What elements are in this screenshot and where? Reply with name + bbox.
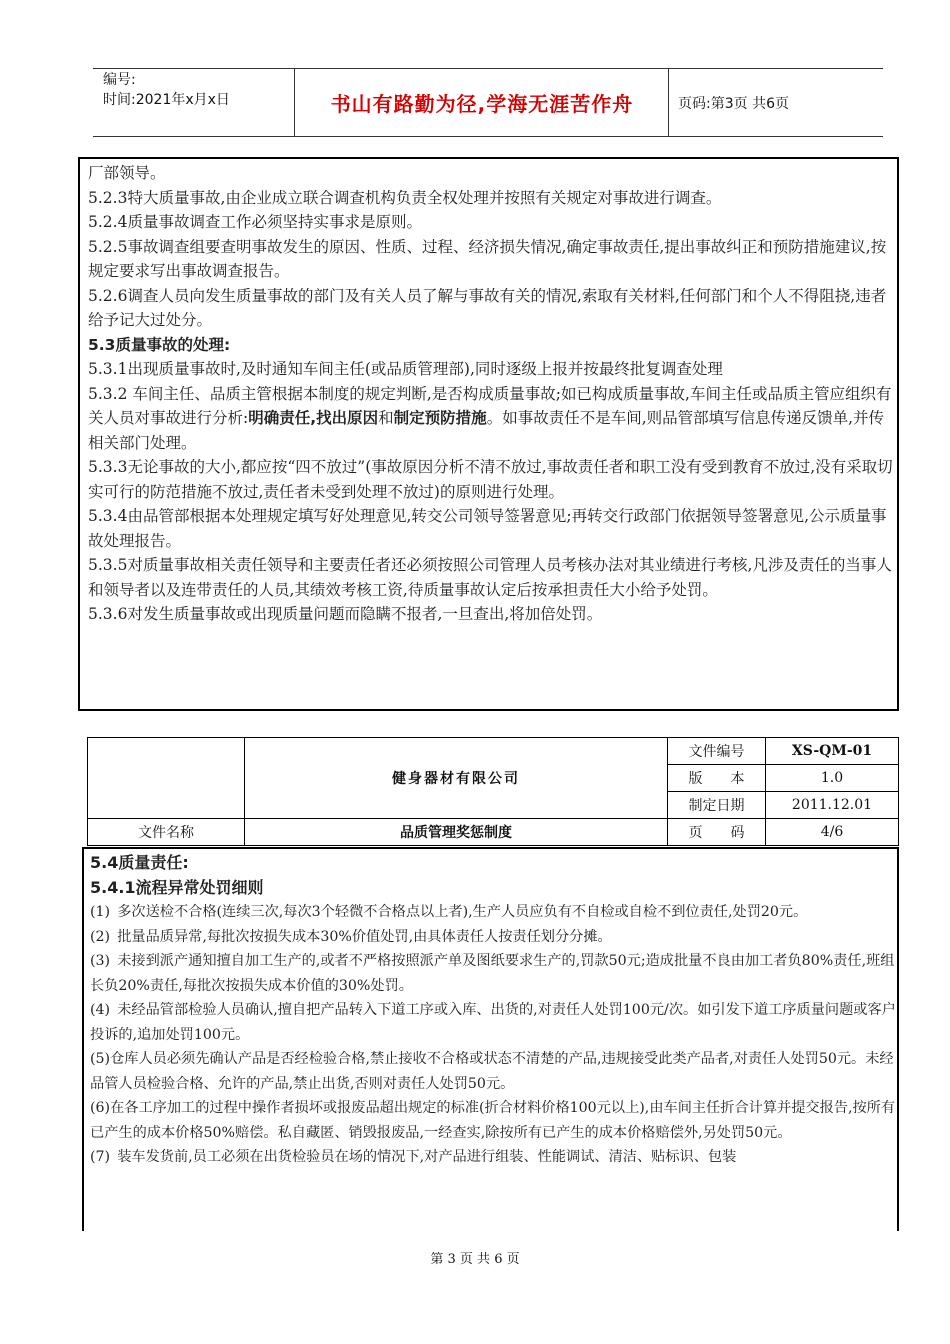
header-divider (668, 68, 669, 136)
file-name-label: 文件名称 (88, 819, 245, 846)
time-label: 时间:2021年x月x日 (103, 92, 230, 108)
list-item: (4) 未经品管部检验人员确认,擅自把产品转入下道工序或入库、出货的,对责任人处罚100元/次。如引发下道工序质量问题或客户投诉的,追加处罚100元。 (90, 1002, 896, 1043)
section-5-2-content (80, 159, 897, 627)
text: 5.3.2 车间主任、品质主管根据本制度的规定判断,是否构成质量事故;如已构成质量事故,车间主任或品质主管应组织有关人员对事故进行分析: (88, 384, 892, 427)
document-control-table (87, 737, 899, 846)
text: 。如事故责任不是车间,则品管部填写信息传递反馈单,并传相关部门处理。 (88, 409, 885, 452)
blank-cell (88, 738, 245, 819)
list-item: (7) 装车发货前,员工必须在出货检验员在场的情况下,对产品进行组装、性能调试、清洁、贴标识、包装 (90, 1149, 737, 1165)
section-heading: 5.3质量事故的处理: (88, 335, 231, 354)
header-divider (294, 68, 295, 136)
date-label: 制定日期 (668, 792, 766, 819)
company-name: 健身器材有限公司 (245, 738, 668, 819)
header-top-rule (93, 68, 883, 69)
page-footer: 第 3 页 共 6 页 (430, 1252, 520, 1267)
doc-no-value: XS-QM-01 (766, 738, 899, 765)
file-name-value: 品质管理奖惩制度 (245, 819, 668, 846)
header-meta (103, 70, 230, 110)
version-label: 版 本 (668, 765, 766, 792)
doc-no-label: 文件编号 (668, 738, 766, 765)
section-5-4-content (84, 849, 897, 1170)
paragraph: 5.3.1出现质量事故时,及时通知车间主任(或品质管理部),同时逐级上报并按最终批复调查处理 (88, 360, 723, 378)
section-heading: 5.4质量责任: (90, 853, 189, 872)
emphasis: 明确责任 (248, 409, 311, 427)
page-value: 4/6 (766, 819, 899, 846)
emphasis: 找出原因 (316, 409, 379, 427)
header-page-label: 页码:第3页 共6页 (678, 96, 789, 112)
emphasis: 制定预防措施 (393, 409, 487, 427)
page-label: 页 码 (668, 819, 766, 846)
number-label: 编号: (103, 72, 136, 88)
list-item: (1) 多次送检不合格(连续三次,每次3个轻微不合格点以上者),生产人员应负有不自检或自检不到位责任,处罚20元。 (90, 904, 808, 920)
paragraph: 5.2.4质量事故调查工作必须坚持实事求是原则。 (88, 213, 422, 231)
section-5-4-box (82, 847, 899, 1231)
subsection-heading: 5.4.1流程异常处罚细则 (90, 877, 264, 897)
paragraph: 5.2.6调查人员向发生质量事故的部门及有关人员了解与事故有关的情况,索取有关材料,任何部门和个人不得阻挠,违者给予记大过处分。 (88, 286, 887, 329)
list-item: (5)仓库人员必须先确认产品是否经检验合格,禁止接收不合格或状态不清楚的产品,违规接受此类产品者,对责任人处罚50元。未经品管人员检验合格、允许的产品,禁止出货,否则对责任人处罚50元。 (90, 1051, 894, 1092)
date-value: 2011.12.01 (766, 792, 899, 819)
header-bottom-rule (93, 136, 883, 137)
paragraph: 5.3.5对质量事故相关责任领导和主要责任者还必须按照公司管理人员考核办法对其业绩进行考核,凡涉及责任的当事人和领导者以及连带责任的人员,其绩效考核工资,待质量事故认定后按承担责任大小给予处罚。 (88, 556, 892, 599)
text: 和 (378, 409, 394, 427)
list-item: (3) 未接到派产通知擅自加工生产的,或者不严格按照派产单及图纸要求生产的,罚款50元;造成批量不良由加工者负80%责任,班组长负20%责任,每批次按损失成本价值的30%处罚。 (90, 953, 895, 994)
version-value: 1.0 (766, 765, 899, 792)
paragraph: 厂部领导。 (88, 164, 166, 182)
emphasis-separator: , (310, 409, 317, 427)
paragraph: 5.3.3无论事故的大小,都应按“四不放过”(事故原因分析不清不放过,事故责任者和职工没有受到教育不放过,没有采取切实可行的防范措施不放过,责任者未受到处理不放过)的原则进行处理。 (88, 458, 893, 501)
paragraph (88, 382, 897, 456)
paragraph: 5.2.5事故调查组要查明事故发生的原因、性质、过程、经济损失情况,确定事故责任,提出事故纠正和预防措施建议,按规定要求写出事故调查报告。 (88, 237, 887, 280)
paragraph: 5.2.3特大质量事故,由企业成立联合调查机构负责全权处理并按照有关规定对事故进行调查。 (88, 188, 722, 207)
list-item: (6)在各工序加工的过程中操作者损坏或报废品超出规定的标准(折合材料价格100元以上),由车间主任折合计算并提交报告,按所有已产生的成本价格50%赔偿。私自藏匿、销毁报废品,一经查实,除按所有已产生的成本价格赔偿外,另处罚50元。 (90, 1100, 896, 1141)
section-5-2-box (78, 157, 899, 711)
paragraph: 5.3.6对发生质量事故或出现质量问题而隐瞒不报者,一旦查出,将加倍处罚。 (88, 605, 603, 623)
header-motto: 书山有路勤为径,学海无涯苦作舟 (330, 92, 634, 116)
paragraph: 5.3.4由品管部根据本处理规定填写好处理意见,转交公司领导签署意见;再转交行政部门依据领导签署意见,公示质量事故处理报告。 (88, 507, 887, 550)
list-item: (2) 批量品质异常,每批次按损失成本30%价值处罚,由具体责任人按责任划分分摊。 (90, 928, 612, 945)
